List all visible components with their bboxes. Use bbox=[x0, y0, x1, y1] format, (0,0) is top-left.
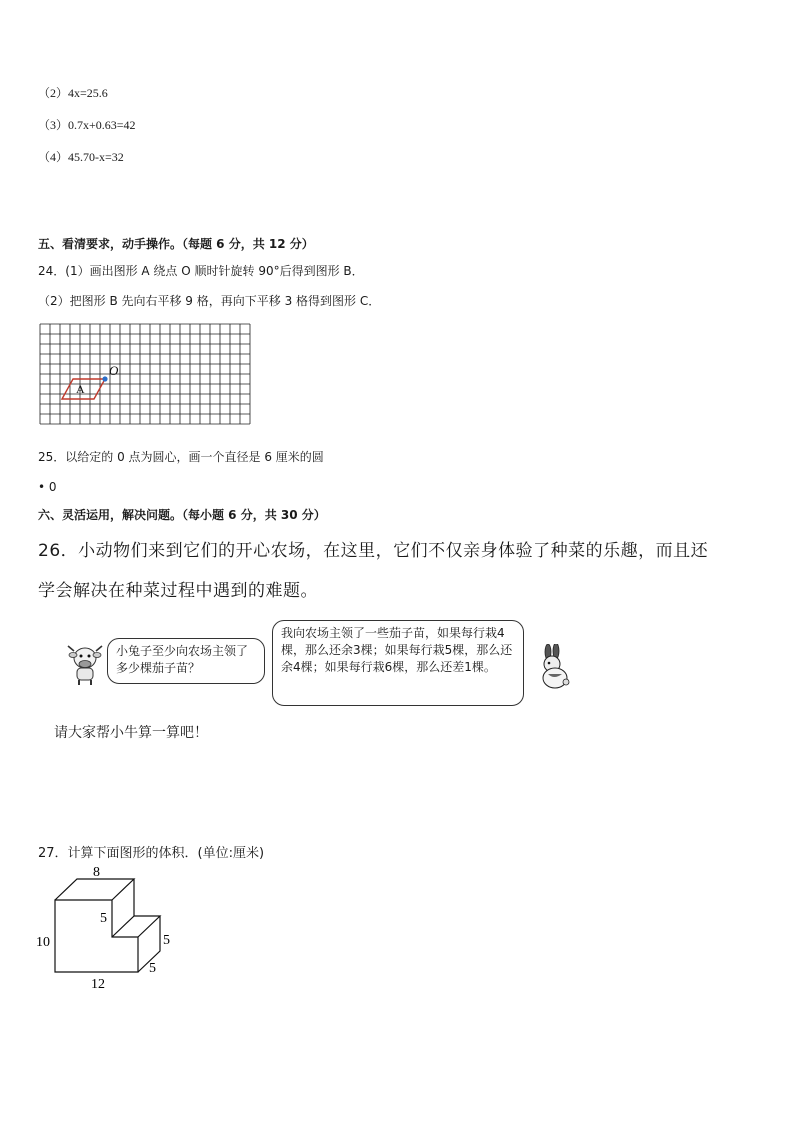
grid-figure bbox=[38, 322, 254, 432]
l-shaped-solid-figure bbox=[30, 864, 180, 994]
equation-4: （4）45.70-x=32 bbox=[38, 150, 124, 164]
center-point-0: • 0 bbox=[38, 480, 57, 494]
dim-top: 8 bbox=[93, 865, 100, 880]
dim-left: 10 bbox=[36, 935, 50, 950]
point-o-label: O bbox=[109, 363, 119, 378]
question-24-part1: 24．(1）画出图形 A 绕点 O 顺时针旋转 90°后得到图形 B． bbox=[38, 264, 364, 278]
section-6-title: 六、灵活运用，解决问题。（每小题 6 分，共 30 分） bbox=[38, 508, 326, 522]
shape-a-label: A bbox=[76, 382, 85, 396]
equation-3: （3）0.7x+0.63=42 bbox=[38, 118, 136, 132]
question-24-part2: （2）把图形 B 先向右平移 9 格，再向下平移 3 格得到图形 C． bbox=[38, 294, 381, 308]
question-26-prompt: 请大家帮小牛算一算吧！ bbox=[54, 725, 208, 741]
rabbit-illustration bbox=[536, 644, 572, 692]
dim-right: 5 bbox=[163, 933, 170, 948]
speech-bubble-rabbit: 我向农场主领了一些茄子苗，如果每行栽4棵，那么还余3棵；如果每行栽5棵，那么还余4棵；如果每行栽6棵，那么还差1棵。 bbox=[272, 620, 524, 706]
question-25: 25．以给定的 0 点为圆心，画一个直径是 6 厘米的圆 bbox=[38, 450, 324, 464]
question-26-line2: 学会解决在种菜过程中遇到的难题。 bbox=[38, 581, 318, 601]
equation-2: （2）4x=25.6 bbox=[38, 86, 108, 100]
section-5-title: 五、看清要求，动手操作。（每题 6 分，共 12 分） bbox=[38, 237, 314, 251]
dim-depth: 5 bbox=[149, 961, 156, 976]
cow-illustration bbox=[64, 642, 106, 686]
question-26-line1: 26．小动物们来到它们的开心农场，在这里，它们不仅亲身体验了种菜的乐趣，而且还 bbox=[38, 541, 709, 561]
speech-bubble-cow: 小兔子至少向农场主领了多少棵茄子苗？ bbox=[107, 638, 265, 684]
dim-bottom: 12 bbox=[91, 977, 105, 992]
dim-inner-vertical: 5 bbox=[100, 911, 107, 926]
grid-lines bbox=[40, 324, 250, 424]
point-o bbox=[102, 376, 107, 381]
question-27: 27．计算下面图形的体积．(单位:厘米) bbox=[38, 846, 265, 861]
